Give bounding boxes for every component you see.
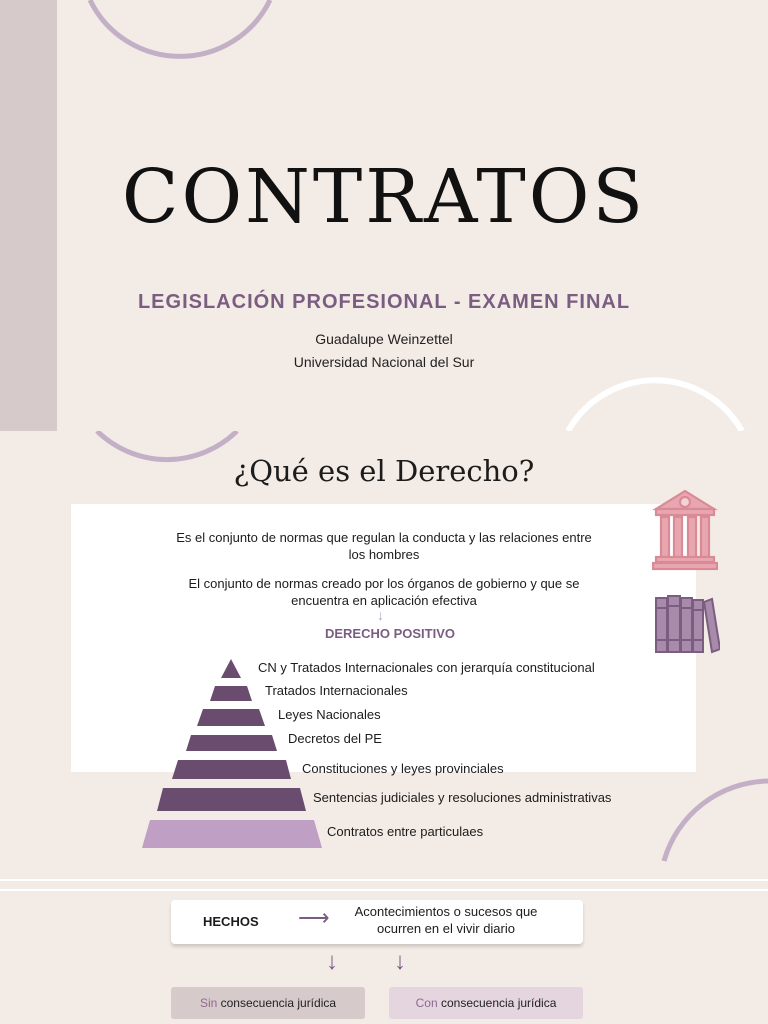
section-question-title: ¿Qué es el Derecho? bbox=[233, 454, 535, 488]
with-prefix: Con bbox=[415, 996, 438, 1010]
hechos-label: HECHOS bbox=[203, 914, 259, 929]
document-title: CONTRATOS bbox=[121, 154, 647, 240]
pyramid-level-1 bbox=[221, 659, 241, 678]
document-subtitle: LEGISLACIÓN PROFESIONAL - EXAMEN FINAL bbox=[137, 291, 631, 313]
hechos-description: Acontecimientos o sucesos que ocurren en el vivir diario bbox=[354, 904, 538, 936]
university-name: Universidad Nacional del Sur bbox=[293, 354, 475, 370]
down-arrow-right-icon: ↓ bbox=[394, 948, 406, 975]
down-arrow-small: ↓ bbox=[377, 607, 384, 623]
pyramid-label-3: Leyes Nacionales bbox=[278, 707, 381, 722]
pyramid-level-5 bbox=[172, 760, 291, 779]
pyramid-label-2: Tratados Internacionales bbox=[265, 683, 408, 698]
pyramid-label-5: Constituciones y leyes provinciales bbox=[302, 761, 504, 776]
down-arrow-left-icon: ↓ bbox=[326, 948, 338, 975]
with-legal-consequence-box bbox=[389, 987, 583, 1019]
without-suffix: consecuencia jurídica bbox=[217, 996, 337, 1010]
pyramid-level-3 bbox=[197, 709, 265, 726]
pyramid-label-7: Contratos entre particulaes bbox=[327, 824, 484, 839]
definition-text-1: Es el conjunto de normas que regulan la conducta y las relaciones entre los hombres bbox=[176, 530, 592, 562]
definition-text-2: El conjunto de normas creado por los órganos de gobierno y que se encuentra en aplicación efectiva bbox=[188, 576, 580, 608]
pyramid-label-4: Decretos del PE bbox=[288, 731, 382, 746]
right-arrow-icon: ⟶ bbox=[298, 905, 330, 930]
pyramid-label-6: Sentencias judiciales y resoluciones administrativas bbox=[313, 790, 612, 805]
pyramid-level-7 bbox=[142, 820, 322, 848]
section-divider-bottom bbox=[0, 889, 768, 891]
pyramid-level-2 bbox=[210, 686, 252, 701]
author-name: Guadalupe Weinzettel bbox=[315, 331, 453, 347]
section-divider-top bbox=[0, 879, 768, 881]
without-prefix: Sin bbox=[199, 996, 218, 1010]
with-suffix: consecuencia jurídica bbox=[437, 996, 557, 1010]
pyramid-level-4 bbox=[186, 735, 277, 751]
positive-law-label: DERECHO POSITIVO bbox=[324, 626, 456, 641]
pyramid-level-6 bbox=[157, 788, 306, 811]
without-legal-consequence-box bbox=[171, 987, 365, 1019]
pyramid-label-1: CN y Tratados Internacionales con jerarquía constitucional bbox=[258, 660, 595, 675]
